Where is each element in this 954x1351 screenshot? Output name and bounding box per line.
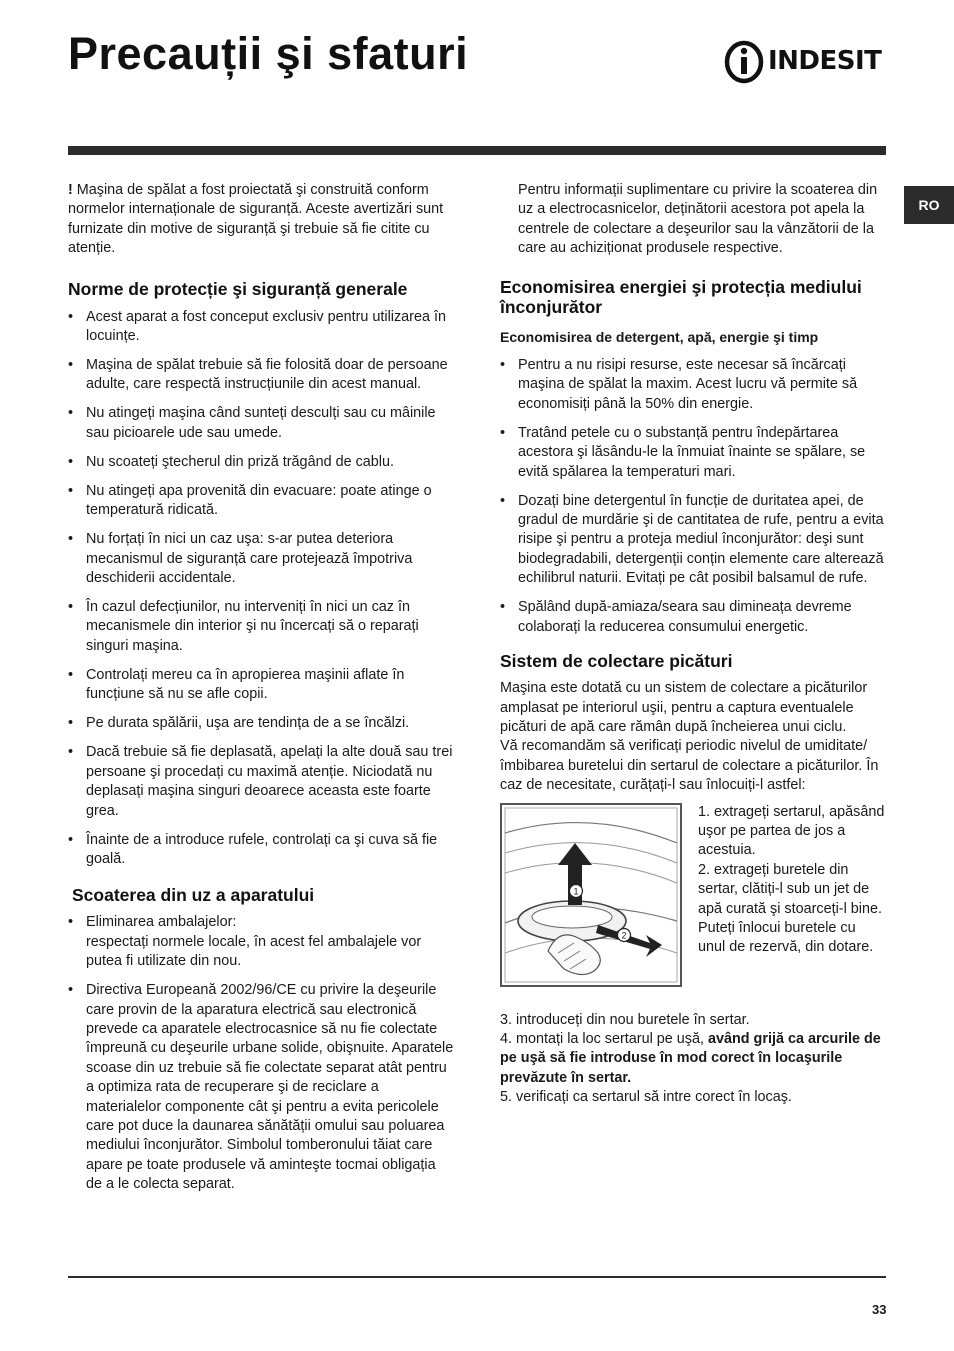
list-item: • Maşina de spălat trebuie să fie folosită doar de persoane adulte, care respectă instrucțiunile din acest manual. (68, 357, 448, 393)
step-4-emphasis: având grijă ca arcurile de pe uşă să fie introduse în mod corect în locaşurile prevăzute în sertar. (500, 1030, 881, 1086)
step-5: 5. verificați ca sertarul să intre corect în locaş. (500, 1089, 792, 1106)
right-column (500, 181, 886, 1108)
list-item: • Nu atingeți apa provenită din evacuare: poate atinge o temperatură ridicată. (68, 482, 432, 519)
list-item: • Acest aparat a fost conceput exclusiv pentru utilizarea în locuințe. (68, 308, 446, 345)
list-item: • Tratând petele cu o substanță pentru îndepărtarea acestora şi lăsându-le la înmuiat înainte se spălare, se evită spălarea la temperaturi mari. (500, 424, 866, 480)
list-item: • Controlați mereu ca în apropierea maşinii aflate în funcțiune să nu se afle copii. (68, 666, 405, 703)
drip-instructions (500, 803, 886, 987)
page-title: Precauții şi sfaturi (68, 28, 469, 79)
brand-i-icon (724, 40, 764, 84)
page-number: 33 (872, 1302, 887, 1317)
list-item: • Nu forțați în nici un caz uşa: s-ar putea deteriora mecanismul de siguranță care protejează împotriva deschiderii accidentale. (68, 531, 413, 587)
subheading-savings: Economisirea de detergent, apă, energie şi timp (500, 328, 819, 345)
step-1: 1. extrageți sertarul, apăsând uşor pe partea de jos a acestuia. (698, 803, 885, 859)
intro-text: Maşina de spălat a fost proiectată şi construită conform normelor internaționale de siguranță. Aceste avertizări sunt furnizate din motive de siguranță şi trebuie să fie citite cu atenție. (68, 182, 444, 257)
drip-paragraph-1: Maşina este dotată cu un sistem de colectare a picăturilor amplasat pe interiorul uşii, pentru a captura eventualele picături de apă care rămân după încheierea unui ciclu. (500, 680, 868, 735)
drawer-illustration (500, 803, 682, 987)
section-heading-energy: Economisirea energiei şi protecția mediului înconjurător (500, 276, 862, 317)
section-heading-disposal: Scoaterea din uz a aparatului (72, 885, 315, 906)
drip-paragraph-2: Vă recomandăm să verificați periodic nivelul de umiditate/îmbibarea buretelui din sertarul de colectare a picăturilor. În caz de necesitate, curățați-l sau înlocuiți-l astfel: (500, 738, 879, 794)
bottom-divider (68, 1276, 886, 1278)
brand-name: INDESIT (768, 46, 882, 76)
list-item: • Eliminarea ambalajelor: respectați normele locale, în acest fel ambalajele vor putea fi utilizate din nou. (68, 914, 422, 970)
safety-list (68, 308, 454, 870)
section-heading-safety: Norme de protecție şi siguranță generale (68, 278, 408, 299)
step-3: 3. introduceți din nou buretele în sertar. (500, 1011, 750, 1028)
list-item: • Nu atingeți maşina când sunteți desculți sau cu mâinile sau picioarele ude sau umede. (68, 405, 436, 441)
list-item: • Dacă trebuie să fie deplasată, apelați la alte două sau trei persoane şi procedați cu maximă atenție. Niciodată nu deplasați maşina singuri deoarece aceasta este foarte grea. (68, 744, 453, 819)
list-item: • Înainte de a introduce rufele, controlați ca şi cuva să fie goală. (68, 831, 438, 867)
warning-mark: ! (68, 182, 73, 198)
list-item: • Pe durata spălării, uşa are tendința de a se încălzi. (68, 715, 410, 732)
indesit-logo (724, 40, 888, 84)
list-item: • Spălând după-amiaza/seara sau dimineața devreme colaborați la reducerea consumului energetic. (500, 599, 852, 635)
energy-list (500, 356, 886, 637)
list-item: • Directiva Europeană 2002/96/CE cu privire la deşeurile care provin de la aparatura electrică sau electronică prevede ca aparatele electrocasnice să nu fie colectate împreună cu deşeurile urbane solide, obişnuite. Aparatele scoase din uz trebuie să fie colectate separat atât pentru a optimiza rata de recuperare şi de reciclare a materialelor componente cât şi pentru a evita pericolele care pot duce la daunarea sănătății omului sau poluarea mediului înconjurător. Simbolul tomberonului tăiat care apare pe toate produsele vă aminteşte tocmai obligația de a le colecta separat. (68, 982, 454, 1193)
left-column (68, 181, 454, 1204)
top-divider (68, 146, 886, 155)
section-heading-drip: Sistem de colectare picături (500, 651, 733, 672)
steps-side (698, 803, 886, 987)
list-item: • Pentru a nu risipi resurse, este necesar să încărcați maşina de spălat la maxim. Acest lucru vă permite să economisiți până la 50% din energie. (500, 357, 858, 412)
step-label-1: 1 (573, 886, 579, 897)
disposal-continuation: Pentru informații suplimentare cu privire la scoaterea din uz a electrocasnicelor, deținătorii acestora pot apela la centrele de colectare a deşeurilor sau la vânzătorii de la care au achiziționat produsele respective. (518, 182, 878, 257)
step-4: 4. montați la loc sertarul pe uşă, având grijă ca arcurile de pe uşă să fie introduse în mod corect în locaşurile prevăzute în sertar. (500, 1030, 881, 1086)
list-item: • În cazul defecțiunilor, nu interveniți în nici un caz în mecanismele din interior şi nu încercați să o reparați singuri maşina. (68, 599, 419, 654)
language-tab: RO (904, 186, 954, 224)
disposal-list (68, 913, 454, 1194)
intro-paragraph (68, 181, 454, 259)
step-label-2: 2 (621, 930, 627, 941)
list-item: • Nu scoateți ştecherul din priză trăgând de cablu. (68, 453, 394, 470)
step-2: 2. extrageți buretele din sertar, clătiți-l sub un jet de apă curată şi stoarceți-l bine. Puteți înlocui buretele cu unul de rezervă, din dotare. (698, 861, 882, 956)
list-item: • Dozați bine detergentul în funcție de duritatea apei, de gradul de murdărie şi de cantitatea de rufe, pentru a evita risipe şi pentru a proteja mediul înconjurător: deşi sunt biodegradabili, detergenții conțin elemente care alterează echilibrul naturii. Evitați pe cât posibil balsamul de rufe. (500, 492, 884, 587)
